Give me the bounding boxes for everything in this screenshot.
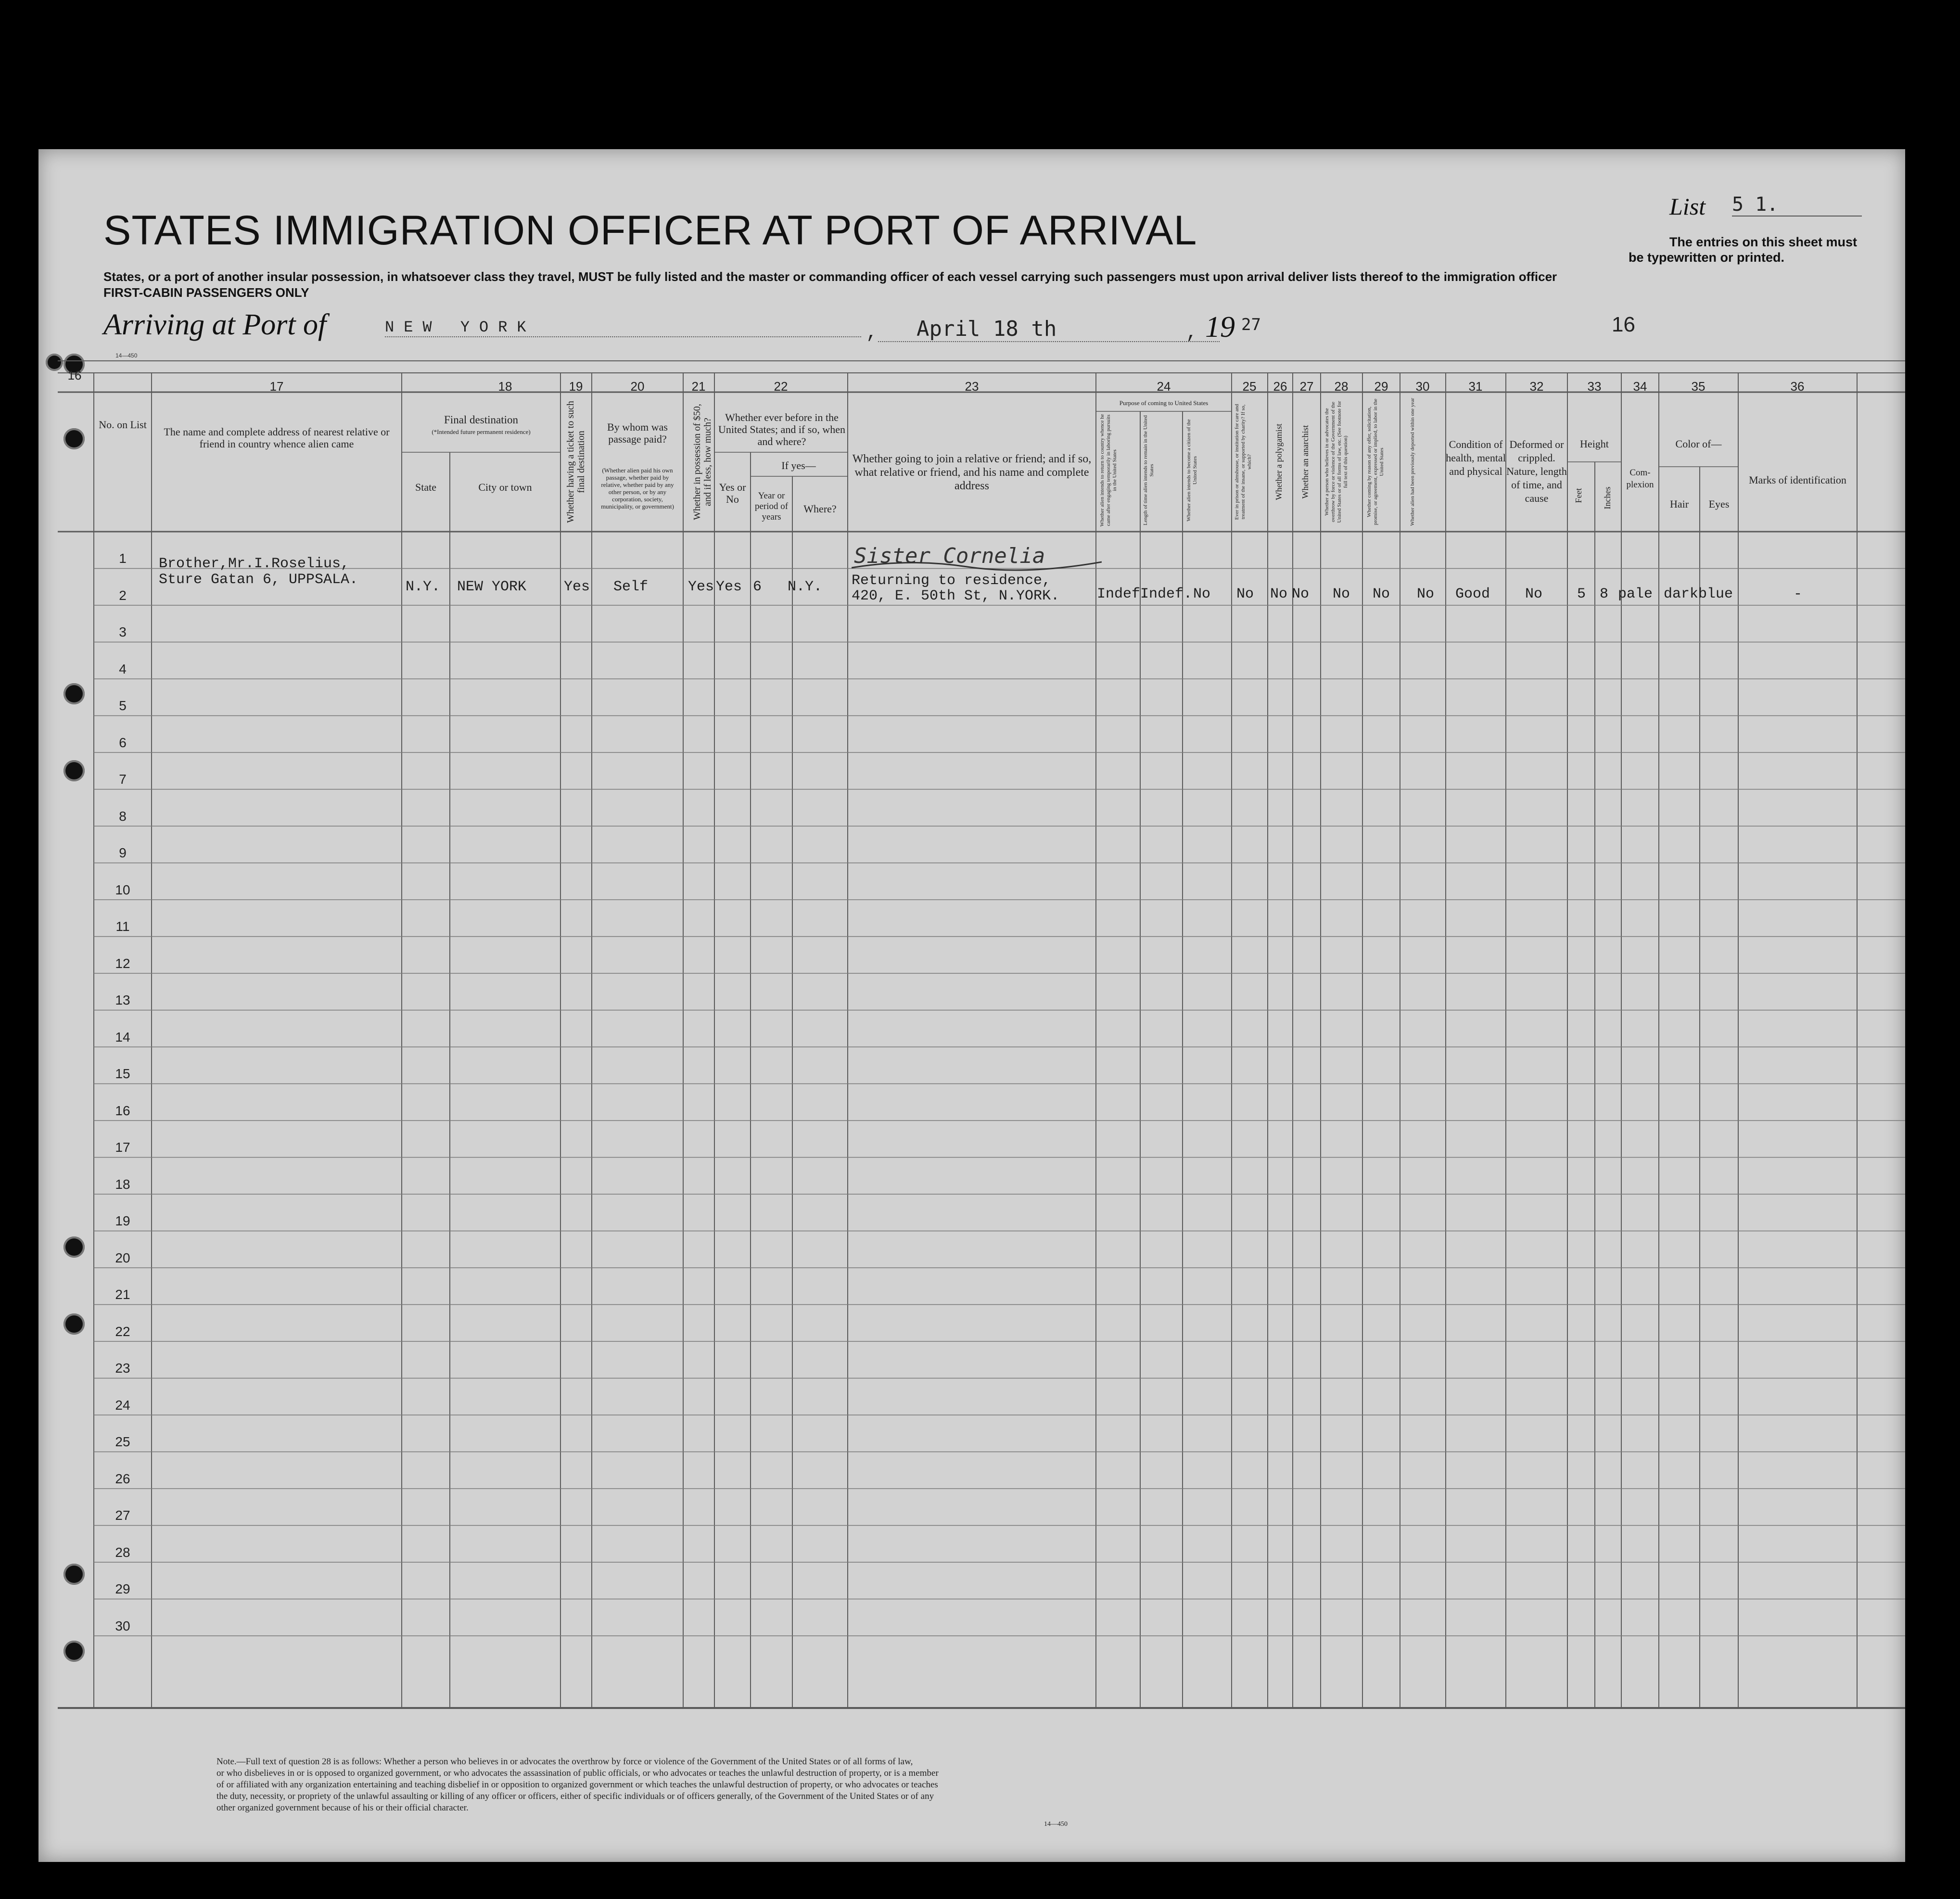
- row-number: 26: [115, 1471, 130, 1486]
- row-number: 24: [115, 1397, 130, 1413]
- page-title: STATES IMMIGRATION OFFICER AT PORT OF ARRIVAL: [103, 207, 1197, 254]
- entry-labor-offer: No: [1373, 586, 1390, 602]
- arrival-date: April 18 th: [878, 317, 1220, 342]
- row-number: 15: [115, 1066, 130, 1081]
- sheet-number: 16: [1612, 313, 1635, 336]
- col-purpose: Purpose of coming to United States: [1119, 399, 1209, 407]
- row-number: 4: [119, 661, 127, 676]
- list-number: 5 1.: [1732, 193, 1862, 217]
- column-number: 30: [1415, 379, 1430, 394]
- list-label: List: [1669, 193, 1706, 220]
- column-number: 25: [1242, 379, 1257, 394]
- row-number: 6: [119, 735, 127, 750]
- col-height: Height: [1580, 438, 1609, 450]
- column-number: 24: [1157, 379, 1171, 394]
- col-overthrow: Whether a person who believes in or advocates the overthrow by force or violence of the Government of the United States or of all forms of law, etc. (See footnote for full text of this question): [1324, 401, 1349, 523]
- col-join-relative: Whether going to join a relative or friend; and if so, what relative or friend, and his name and complete address: [852, 453, 1092, 492]
- entry-city: NEW YORK: [457, 579, 527, 595]
- col-labor-offer: Whether coming by reason of any offer, solicitation, promise, or agreement, expressed or implied, to labor in the United States: [1366, 398, 1385, 525]
- entry-where: N.Y.: [788, 579, 823, 595]
- row-number: 22: [115, 1324, 130, 1339]
- row-number: 27: [115, 1508, 130, 1523]
- row-number: 17: [115, 1140, 130, 1155]
- entry-before-us: Yes: [716, 579, 742, 595]
- row-rulings: [38, 149, 1905, 1862]
- column-number: 26: [1273, 379, 1287, 394]
- col-color: Color of—: [1675, 438, 1722, 450]
- entry-polygamist: No: [1270, 586, 1288, 602]
- row-number: 25: [115, 1434, 130, 1449]
- col-if-yes: If yes—: [781, 459, 816, 472]
- column-number: 28: [1334, 379, 1349, 394]
- year-prefix: 19: [1205, 311, 1235, 344]
- entry-prison: No: [1236, 586, 1254, 602]
- entries-note-1: The entries on this sheet must: [1669, 235, 1857, 249]
- entry-has-50: Yes: [688, 579, 714, 595]
- col-polygamist: Whether a polygamist: [1274, 423, 1284, 500]
- column-number: 18: [498, 379, 512, 394]
- entry-overthrow: No: [1333, 586, 1350, 602]
- column-number: 32: [1529, 379, 1544, 394]
- col-state: State: [415, 481, 436, 493]
- header-subtitle: States, or a port of another insular possession, in whatsoever class they travel, MUST be fully listed and the master or commanding officer of each vessel carrying such passengers must upon arrival deliver lists thereof to the immigration officer: [103, 269, 1557, 284]
- entry-join-line2: 420, E. 50th St, N.YORK.: [852, 588, 1060, 604]
- col-city: City or town: [478, 481, 532, 493]
- manifest-sheet: [38, 149, 1905, 1862]
- col-hair: Hair: [1669, 498, 1689, 510]
- col-50-dollars: Whether in possession of $50, and if less, how much?: [692, 404, 713, 520]
- row-number: 29: [115, 1581, 130, 1596]
- row-number: 14: [115, 1029, 130, 1045]
- col-purpose-citizen: Whether alien intends to become a citizen of the United States: [1186, 419, 1198, 522]
- footnote-line-3: of or affiliated with any organization entertaining and teaching disbelief in or opposition to organized government or which teaches the unlawful destruction of property, or who advocates or teaches: [216, 1780, 938, 1790]
- entry-deformed: No: [1525, 586, 1543, 602]
- col-ticket: Whether having a ticket to such final destination: [565, 401, 586, 523]
- col-relative: The name and complete address of nearest relative or friend in country whence alien came: [164, 426, 390, 450]
- row-number: 18: [115, 1176, 130, 1192]
- col-health: Condition of health, mental and physical: [1446, 438, 1506, 477]
- col-complexion: Com- plexion: [1626, 468, 1654, 490]
- row-number: 19: [115, 1213, 130, 1228]
- col-purpose-length: Length of time alien intends to remain in the United States: [1143, 415, 1155, 525]
- column-number: 21: [691, 379, 706, 394]
- col-before-us: Whether ever before in the United States; and if so, when and where?: [718, 411, 845, 447]
- entry-complexion: pale: [1618, 586, 1653, 602]
- entry-marks: -: [1794, 586, 1803, 602]
- col-deported: Whether alien had been previously deported within one year: [1410, 398, 1415, 526]
- entry-deported: No: [1417, 586, 1435, 602]
- entry-relative-line1: Brother,Mr.I.Roselius,: [159, 556, 350, 572]
- row-number: 20: [115, 1250, 130, 1265]
- entries-note-2: be typewritten or printed.: [1629, 250, 1785, 265]
- column-number: 27: [1299, 379, 1314, 394]
- col-passage-note: (Whether alien paid his own passage, whether paid by relative, whether paid by any other person, or by any corporation, society, municipality, or government): [601, 467, 674, 510]
- col-no-on-list: No. on List: [99, 419, 147, 431]
- row-number: 23: [115, 1361, 130, 1376]
- column-number: 34: [1633, 379, 1647, 394]
- comma-sep: ,: [1186, 322, 1198, 344]
- footnote-line-2: or who disbelieves in or is opposed to organized government, or who advocates the assassination of public officials, or who advocates or teaches the unlawful destruction of property, or is a member: [216, 1768, 939, 1778]
- row-number: 11: [115, 919, 130, 934]
- row-number: 8: [119, 808, 127, 824]
- strike-line: [852, 553, 1102, 573]
- column-number: 23: [965, 379, 979, 394]
- column-number: 22: [774, 379, 788, 394]
- row-number: 21: [115, 1287, 130, 1302]
- entry-state: N.Y.: [406, 579, 441, 595]
- column-number: 20: [630, 379, 645, 394]
- year-suffix: 27: [1241, 315, 1261, 334]
- row-number: 28: [115, 1544, 130, 1560]
- entry-purpose-length: Indef.: [1140, 586, 1193, 602]
- entry-join-line1: Returning to residence,: [852, 573, 1051, 589]
- col-eyes: Eyes: [1708, 498, 1730, 510]
- footnote-code: 14—450: [1044, 1821, 1068, 1828]
- column-number: 35: [1691, 379, 1705, 394]
- col-inches: Inches: [1603, 486, 1612, 510]
- column-number: 17: [269, 379, 284, 394]
- footnote-line-4: the duty, necessity, or propriety of the unlawful assaulting or killing of any officer or officers, either of specific individuals or of officers generally, of the Government of the United States or of any: [216, 1791, 934, 1801]
- col-final-destination: Final destination: [444, 414, 518, 426]
- entry-period: 6: [753, 579, 762, 595]
- col-where: Where?: [803, 503, 837, 515]
- entry-feet: 5: [1577, 586, 1586, 602]
- entry-health: Good: [1455, 586, 1490, 602]
- col-passage-paid: By whom was passage paid?: [607, 421, 668, 445]
- col-before-yesno: Yes or No: [719, 481, 746, 505]
- entry-join-handwritten: Sister Cornelia: [854, 544, 1045, 568]
- col-period: Year or period of years: [754, 491, 789, 522]
- col-prison: Ever in prison or almshouse, or institution for care and treatment of the insane, or supported by charity? If so, which?: [1234, 404, 1252, 520]
- column-number: 16: [67, 368, 82, 382]
- column-number: 29: [1374, 379, 1388, 394]
- row-number: 1: [119, 551, 127, 566]
- col-anarchist: Whether an anarchist: [1300, 425, 1310, 499]
- entry-paid-by: Self: [613, 579, 649, 595]
- arriving-label: Arriving at Port of: [103, 308, 327, 341]
- row-number: 7: [119, 772, 127, 787]
- column-number: 36: [1790, 379, 1805, 394]
- entry-anarchist: No: [1292, 586, 1310, 602]
- row-number: 13: [115, 993, 130, 1007]
- row-number: 10: [115, 882, 130, 897]
- footnote-line-5: other organized government because of his or their official character.: [216, 1803, 469, 1813]
- row-number: 30: [115, 1618, 130, 1633]
- column-number: 31: [1468, 379, 1483, 394]
- col-deformed: Deformed or crippled. Nature, length of time, and cause: [1506, 438, 1567, 504]
- port-of-arrival: NEW YORK: [385, 319, 861, 337]
- col-marks: Marks of identification: [1749, 474, 1846, 486]
- row-number: 9: [119, 845, 127, 860]
- header-class: FIRST-CABIN PASSENGERS ONLY: [103, 285, 309, 300]
- column-number: 19: [569, 379, 583, 394]
- entry-relative-line2: Sture Gatan 6, UPPSALA.: [159, 572, 358, 588]
- entry-hair-eyes: darkblue: [1664, 586, 1733, 602]
- entry-purpose-citizen: No: [1193, 586, 1211, 602]
- entry-inches: 8: [1600, 586, 1609, 602]
- column-number: 33: [1587, 379, 1602, 394]
- row-number: 12: [115, 956, 130, 971]
- form-code: 14—450: [115, 352, 138, 359]
- comma-sep: ,: [866, 322, 878, 344]
- footnote-line-1: Note.—Full text of question 28 is as follows: Whether a person who believes in or advocates the overthrow by force or violence of the Government of the United States or of all forms of law,: [216, 1757, 913, 1767]
- row-number: 16: [115, 1103, 130, 1118]
- row-number: 2: [119, 587, 127, 603]
- col-purpose-return: Whether alien intends to return to country whence he came after engaging temporarily in laboring pursuits in the United States: [1099, 414, 1118, 527]
- row-number: 3: [119, 625, 127, 639]
- col-feet: Feet: [1574, 488, 1583, 503]
- col-final-destination-note: (*Intended future permanent residence): [432, 428, 531, 435]
- entry-purpose-return: Indef.: [1097, 586, 1149, 602]
- entry-ticket: Yes: [564, 579, 590, 595]
- row-number: 5: [119, 698, 127, 713]
